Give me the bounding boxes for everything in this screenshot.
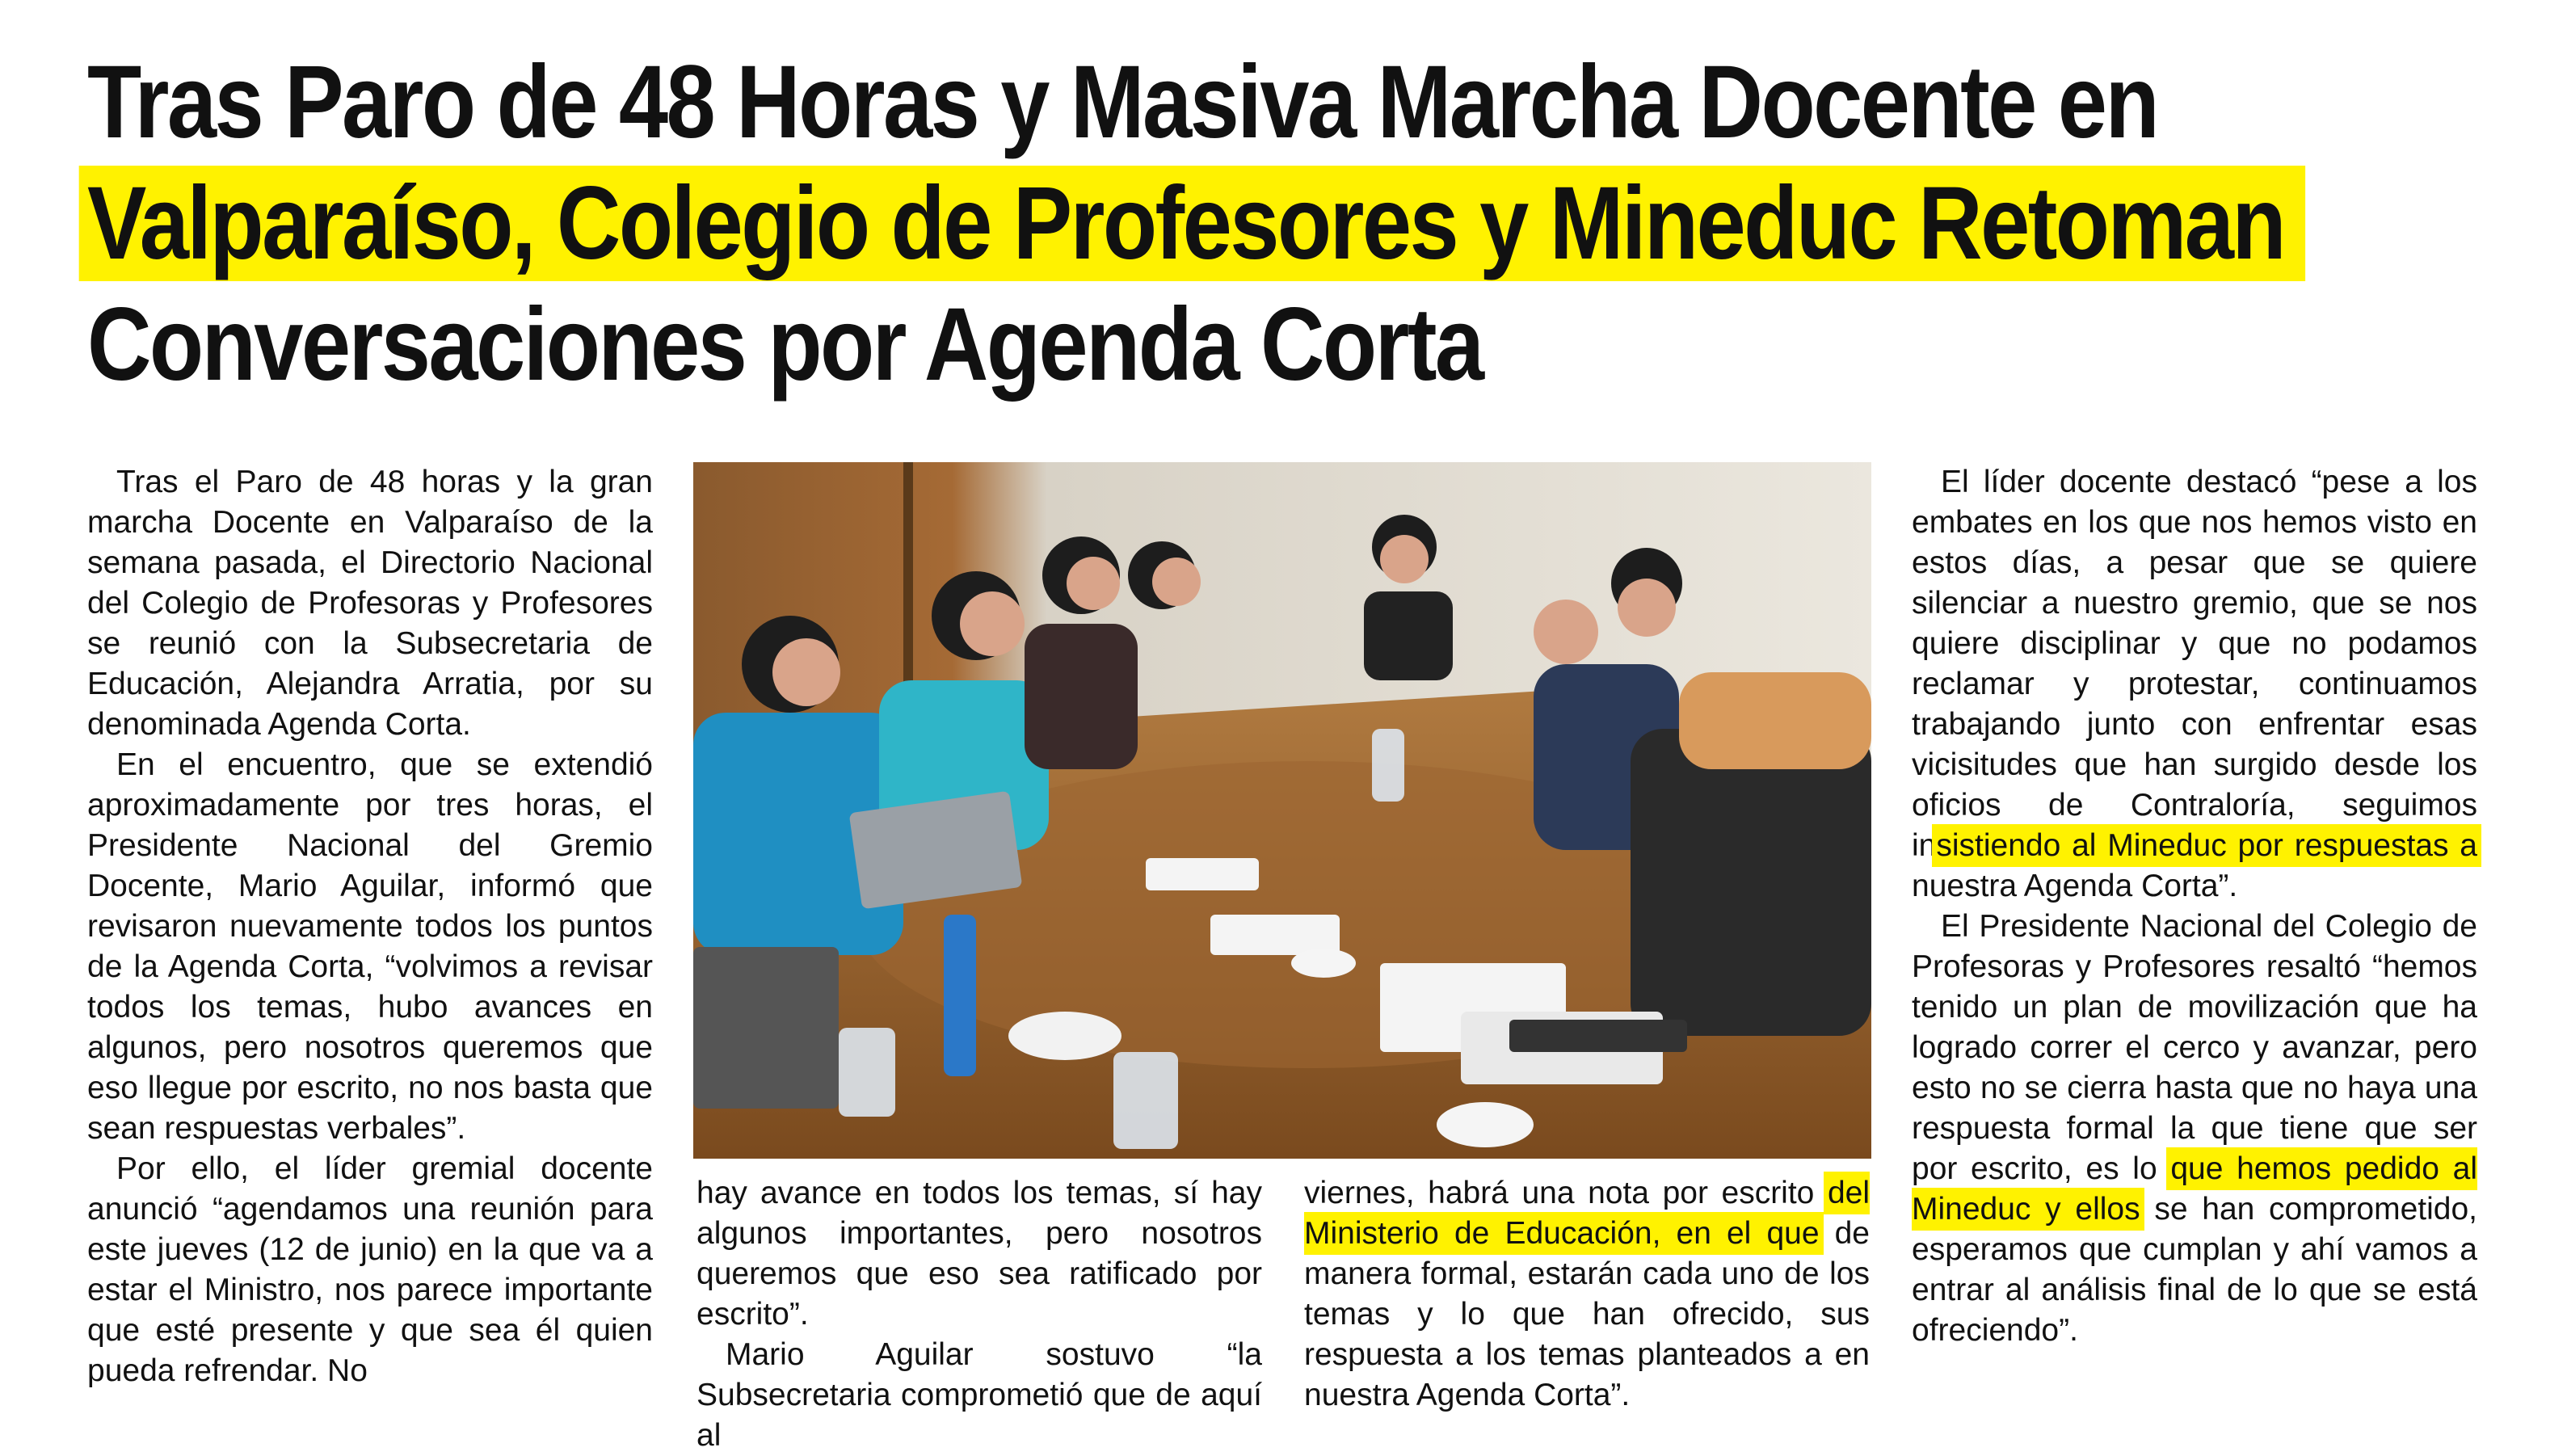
col3-text-1: viernes, habrá una nota por escrito bbox=[1304, 1176, 1828, 1210]
col2-paragraph-2: Mario Aguilar sostuvo “la Subsecretaria comprometió que de aquí al bbox=[696, 1337, 1262, 1453]
column-3 bbox=[1304, 1173, 1870, 1416]
headline-line-2-highlighted: Valparaíso, Colegio de Profesores y Mineduc Retoman bbox=[79, 166, 2305, 281]
col1-paragraph-2: En el encuentro, que se extendió aproximadamente por tres horas, el Presidente Nacional del Gremio Docente, Mario Aguilar, informó que revisaron nuevamente todos los puntos de la Agenda Corta, “volvimos a revisar todos los temas, hubo avances en algunos, pero nosotros queremos que eso llegue por escrito, no nos basta que sean respuestas verbales”. bbox=[87, 747, 653, 1146]
meeting-photo bbox=[693, 462, 1871, 1159]
col4-p2-highlighted-text: que hemos pedido al Mineduc y ellos bbox=[1912, 1151, 2477, 1227]
col3-paragraph-1 bbox=[1304, 1173, 1870, 1416]
col1-paragraph-1: Tras el Paro de 48 horas y la gran marcha Docente en Valparaíso de la semana pasada, el Directorio Nacional del Colegio de Profesoras y Profesores se reunió con la Subsecretaria de Educación, Alejandra Arratia, por su denominada Agenda Corta. bbox=[87, 465, 653, 742]
col3-text-2: de manera formal, estarán cada uno de los temas y lo que han ofrecido, sus respuesta a los temas planteados a en nuestra Agenda Corta”. bbox=[1304, 1216, 1870, 1412]
headline bbox=[87, 42, 2285, 406]
meeting-photo-illustration bbox=[693, 462, 1871, 1159]
column-1 bbox=[87, 462, 653, 1391]
col4-paragraph-1 bbox=[1912, 462, 2477, 907]
column-4 bbox=[1912, 462, 2477, 1351]
col4-p2-text-2: se han comprometido, esperamos que cumplan y ahí vamos a entrar al análisis final de lo que se está ofreciendo”. bbox=[1912, 1192, 2477, 1348]
col4-p1-text-2: nuestra Agenda Corta”. bbox=[1912, 869, 2238, 903]
col4-paragraph-2 bbox=[1912, 907, 2477, 1351]
col4-p2-text-1: El Presidente Nacional del Colegio de Profesoras y Profesores resaltó “hemos tenido un plan de movilización que ha logrado correr el cerco y avanzar, pero esto no se cierra hasta que no haya una respuesta formal la que tiene que ser por escrito, es lo bbox=[1912, 909, 2477, 1186]
col3-highlighted-text: del Ministerio de Educación, en el que bbox=[1304, 1176, 1870, 1251]
headline-line-1: Tras Paro de 48 Horas y Masiva Marcha Docente en bbox=[87, 44, 2158, 160]
col4-p1-highlighted-text: sistiendo al Mineduc por respuestas a bbox=[1936, 828, 2477, 863]
col4-p1-text-1: El líder docente destacó “pese a los embates en los que nos hemos visto en estos días, a pesar que se quiere silenciar a nuestro gremio, que se nos quiere disciplinar y que no podamos reclamar y protestar, continuamos trabajando junto con enfrentar esas vicisitudes que han surgido desde los oficios de Contraloría, seguimos in bbox=[1912, 465, 2477, 863]
headline-line-3: Conversaciones por Agenda Corta bbox=[87, 287, 1483, 402]
col2-paragraph-1: hay avance en todos los temas, sí hay algunos importantes, pero nosotros queremos que eso sea ratificado por escrito”. bbox=[696, 1176, 1262, 1332]
column-2 bbox=[696, 1173, 1262, 1456]
col1-paragraph-3: Por ello, el líder gremial docente anunció “agendamos una reunión para este jueves (12 de junio) en la que va a estar el Ministro, nos parece importante que esté presente y que sea él quien pueda refrendar. No bbox=[87, 1151, 653, 1388]
